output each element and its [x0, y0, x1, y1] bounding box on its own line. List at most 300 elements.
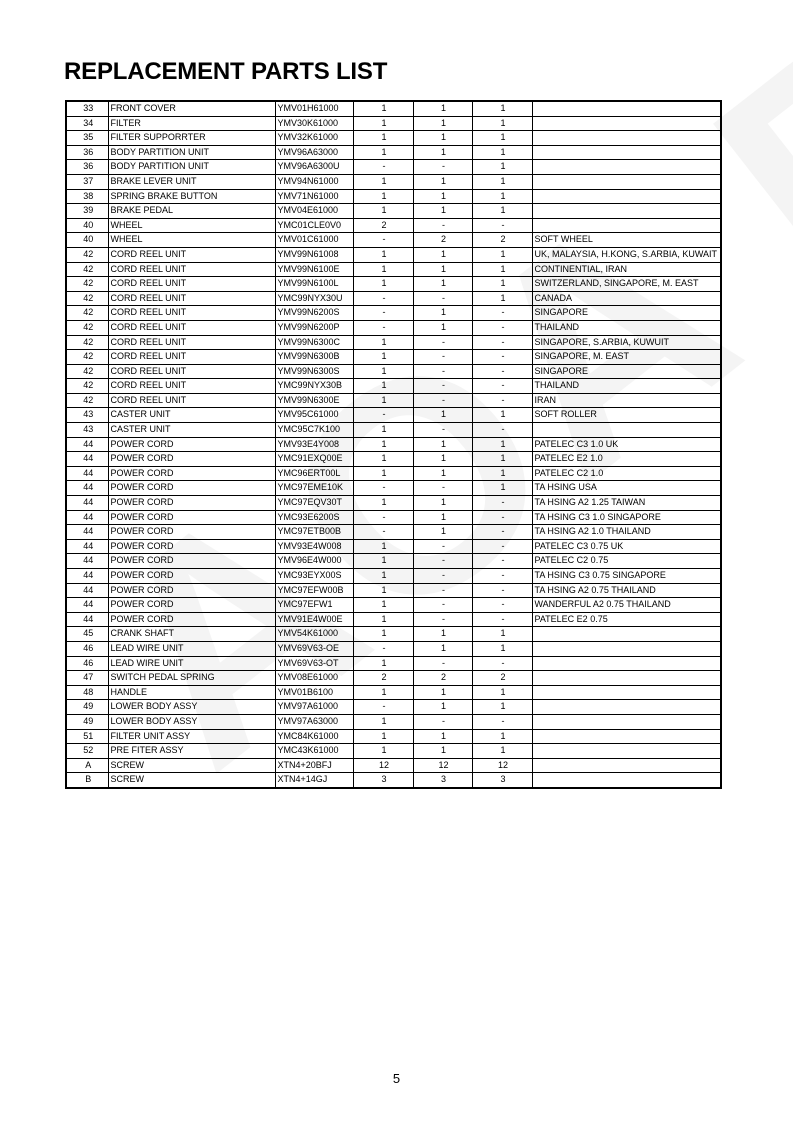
part-no-cell: XTN4+20BFJ — [275, 758, 353, 773]
part-no-cell: YMV93E4Y008 — [275, 437, 353, 452]
part-no-cell: YMC97ETB00B — [275, 525, 353, 540]
qty-cell-a: 1 — [353, 656, 413, 671]
description-cell: POWER CORD — [108, 510, 275, 525]
description-cell: CORD REEL UNIT — [108, 262, 275, 277]
ref-no-cell: 42 — [66, 364, 108, 379]
table-row — [66, 583, 721, 598]
table-row — [66, 452, 721, 467]
page-number: 5 — [392, 1071, 401, 1086]
part-no-cell: YMV99N6100E — [275, 262, 353, 277]
table-row — [66, 671, 721, 686]
table-row — [66, 335, 721, 350]
table-row — [66, 277, 721, 292]
ref-no-cell: 42 — [66, 320, 108, 335]
qty-cell-b: - — [413, 364, 472, 379]
qty-cell-c: 1 — [472, 101, 532, 116]
part-no-cell: YMV32K61000 — [275, 131, 353, 146]
qty-cell-c: 1 — [472, 262, 532, 277]
description-cell: POWER CORD — [108, 481, 275, 496]
page-title: REPLACEMENT PARTS LIST — [64, 58, 388, 85]
remarks-cell: THAILAND — [532, 379, 721, 394]
ref-no-cell: 43 — [66, 423, 108, 438]
description-cell: POWER CORD — [108, 554, 275, 569]
qty-cell-c: - — [472, 306, 532, 321]
part-no-cell: YMV01C61000 — [275, 233, 353, 248]
table-row — [66, 364, 721, 379]
qty-cell-c: - — [472, 539, 532, 554]
part-no-cell: YMV99N6100L — [275, 277, 353, 292]
qty-cell-c: 1 — [472, 744, 532, 759]
description-cell: FILTER UNIT ASSY — [108, 729, 275, 744]
remarks-cell: PATELEC C2 1.0 — [532, 466, 721, 481]
qty-cell-a: 1 — [353, 204, 413, 219]
remarks-cell — [532, 685, 721, 700]
ref-no-cell: 51 — [66, 729, 108, 744]
qty-cell-b: 1 — [413, 277, 472, 292]
remarks-cell — [532, 773, 721, 788]
table-row — [66, 116, 721, 131]
remarks-cell: PATELEC E2 1.0 — [532, 452, 721, 467]
table-row — [66, 773, 721, 788]
table-row — [66, 481, 721, 496]
ref-no-cell: 44 — [66, 481, 108, 496]
description-cell: POWER CORD — [108, 583, 275, 598]
qty-cell-b: 1 — [413, 174, 472, 189]
ref-no-cell: B — [66, 773, 108, 788]
ref-no-cell: 42 — [66, 393, 108, 408]
qty-cell-b: - — [413, 539, 472, 554]
qty-cell-b: - — [413, 160, 472, 175]
description-cell: LEAD WIRE UNIT — [108, 656, 275, 671]
part-no-cell: YMV01B6100 — [275, 685, 353, 700]
remarks-cell — [532, 671, 721, 686]
description-cell: CORD REEL UNIT — [108, 306, 275, 321]
description-cell: CORD REEL UNIT — [108, 350, 275, 365]
remarks-cell — [532, 423, 721, 438]
qty-cell-c: - — [472, 335, 532, 350]
ref-no-cell: 42 — [66, 306, 108, 321]
description-cell: POWER CORD — [108, 466, 275, 481]
ref-no-cell: 36 — [66, 160, 108, 175]
ref-no-cell: 42 — [66, 247, 108, 262]
ref-no-cell: 48 — [66, 685, 108, 700]
qty-cell-a: 1 — [353, 423, 413, 438]
ref-no-cell: 44 — [66, 496, 108, 511]
qty-cell-b: 1 — [413, 510, 472, 525]
qty-cell-b: 1 — [413, 262, 472, 277]
ref-no-cell: 44 — [66, 510, 108, 525]
description-cell: LOWER BODY ASSY — [108, 700, 275, 715]
qty-cell-b: - — [413, 481, 472, 496]
table-row — [66, 729, 721, 744]
description-cell: SPRING BRAKE BUTTON — [108, 189, 275, 204]
qty-cell-a: 1 — [353, 350, 413, 365]
table-row — [66, 598, 721, 613]
ref-no-cell: 44 — [66, 569, 108, 584]
qty-cell-a: 1 — [353, 437, 413, 452]
qty-cell-c: - — [472, 598, 532, 613]
qty-cell-b: 1 — [413, 101, 472, 116]
table-row — [66, 145, 721, 160]
ref-no-cell: 42 — [66, 350, 108, 365]
qty-cell-c: 1 — [472, 145, 532, 160]
part-no-cell: YMV01H61000 — [275, 101, 353, 116]
part-no-cell: YMC97EME10K — [275, 481, 353, 496]
table-row — [66, 393, 721, 408]
qty-cell-b: 1 — [413, 627, 472, 642]
description-cell: LOWER BODY ASSY — [108, 714, 275, 729]
qty-cell-c: 1 — [472, 408, 532, 423]
description-cell: SWITCH PEDAL SPRING — [108, 671, 275, 686]
qty-cell-b: - — [413, 379, 472, 394]
part-no-cell: YMC91EXQ00E — [275, 452, 353, 467]
qty-cell-b: 1 — [413, 466, 472, 481]
description-cell: CORD REEL UNIT — [108, 247, 275, 262]
part-no-cell: YMV96E4W000 — [275, 554, 353, 569]
ref-no-cell: 44 — [66, 539, 108, 554]
part-no-cell: YMV91E4W00E — [275, 612, 353, 627]
table-row — [66, 218, 721, 233]
part-no-cell: YMC93EYX00S — [275, 569, 353, 584]
description-cell: CORD REEL UNIT — [108, 335, 275, 350]
qty-cell-b: 1 — [413, 729, 472, 744]
qty-cell-a: 1 — [353, 729, 413, 744]
remarks-cell: TA HSING A2 1.0 THAILAND — [532, 525, 721, 540]
description-cell: SCREW — [108, 758, 275, 773]
table-row — [66, 466, 721, 481]
part-no-cell: YMV99N6200S — [275, 306, 353, 321]
part-no-cell: YMC84K61000 — [275, 729, 353, 744]
qty-cell-c: - — [472, 423, 532, 438]
part-no-cell: YMV99N6300S — [275, 364, 353, 379]
part-no-cell: YMV04E61000 — [275, 204, 353, 219]
remarks-cell — [532, 160, 721, 175]
qty-cell-b: 2 — [413, 233, 472, 248]
ref-no-cell: 42 — [66, 262, 108, 277]
qty-cell-c: - — [472, 510, 532, 525]
ref-no-cell: 38 — [66, 189, 108, 204]
ref-no-cell: 46 — [66, 656, 108, 671]
qty-cell-b: - — [413, 350, 472, 365]
qty-cell-c: 1 — [472, 641, 532, 656]
table-row — [66, 189, 721, 204]
remarks-cell: PATELEC E2 0.75 — [532, 612, 721, 627]
table-row — [66, 247, 721, 262]
description-cell: FRONT COVER — [108, 101, 275, 116]
qty-cell-c: 1 — [472, 481, 532, 496]
remarks-cell: IRAN — [532, 393, 721, 408]
qty-cell-a: 1 — [353, 189, 413, 204]
qty-cell-a: 1 — [353, 145, 413, 160]
qty-cell-a: - — [353, 306, 413, 321]
qty-cell-b: - — [413, 583, 472, 598]
qty-cell-b: 1 — [413, 525, 472, 540]
qty-cell-c: 12 — [472, 758, 532, 773]
table-row — [66, 685, 721, 700]
part-no-cell: YMV99N61008 — [275, 247, 353, 262]
part-no-cell: YMV54K61000 — [275, 627, 353, 642]
ref-no-cell: 44 — [66, 437, 108, 452]
ref-no-cell: 47 — [66, 671, 108, 686]
ref-no-cell: 42 — [66, 291, 108, 306]
qty-cell-c: - — [472, 714, 532, 729]
ref-no-cell: 36 — [66, 145, 108, 160]
part-no-cell: YMV97A63000 — [275, 714, 353, 729]
qty-cell-c: 1 — [472, 685, 532, 700]
qty-cell-c: 1 — [472, 466, 532, 481]
remarks-cell — [532, 758, 721, 773]
qty-cell-a: 1 — [353, 335, 413, 350]
qty-cell-b: 2 — [413, 671, 472, 686]
qty-cell-b: - — [413, 291, 472, 306]
part-no-cell: YMV99N6300C — [275, 335, 353, 350]
qty-cell-a: 2 — [353, 671, 413, 686]
remarks-cell — [532, 744, 721, 759]
remarks-cell: UK, MALAYSIA, H.KONG, S.ARBIA, KUWAIT — [532, 247, 721, 262]
remarks-cell: SINGAPORE, S.ARBIA, KUWUIT — [532, 335, 721, 350]
qty-cell-a: - — [353, 641, 413, 656]
description-cell: POWER CORD — [108, 598, 275, 613]
ref-no-cell: 42 — [66, 277, 108, 292]
remarks-cell: TA HSING C3 0.75 SINGAPORE — [532, 569, 721, 584]
part-no-cell: YMC95C7K100 — [275, 423, 353, 438]
remarks-cell: SWITZERLAND, SINGAPORE, M. EAST — [532, 277, 721, 292]
qty-cell-a: - — [353, 233, 413, 248]
description-cell: BRAKE LEVER UNIT — [108, 174, 275, 189]
part-no-cell: YMC97EFW00B — [275, 583, 353, 598]
ref-no-cell: A — [66, 758, 108, 773]
description-cell: CORD REEL UNIT — [108, 379, 275, 394]
table-row — [66, 554, 721, 569]
qty-cell-a: - — [353, 525, 413, 540]
description-cell: CORD REEL UNIT — [108, 277, 275, 292]
remarks-cell: CANADA — [532, 291, 721, 306]
ref-no-cell: 35 — [66, 131, 108, 146]
part-no-cell: YMV95C61000 — [275, 408, 353, 423]
qty-cell-c: 2 — [472, 233, 532, 248]
qty-cell-a: 2 — [353, 218, 413, 233]
table-row — [66, 627, 721, 642]
description-cell: POWER CORD — [108, 496, 275, 511]
qty-cell-a: 1 — [353, 364, 413, 379]
table-row — [66, 641, 721, 656]
qty-cell-c: - — [472, 350, 532, 365]
qty-cell-b: 1 — [413, 685, 472, 700]
part-no-cell: XTN4+14GJ — [275, 773, 353, 788]
qty-cell-a: 1 — [353, 598, 413, 613]
table-row — [66, 758, 721, 773]
qty-cell-b: 1 — [413, 408, 472, 423]
description-cell: CORD REEL UNIT — [108, 320, 275, 335]
qty-cell-b: 1 — [413, 204, 472, 219]
table-row — [66, 510, 721, 525]
table-row — [66, 700, 721, 715]
description-cell: CORD REEL UNIT — [108, 393, 275, 408]
qty-cell-c: - — [472, 393, 532, 408]
ref-no-cell: 40 — [66, 233, 108, 248]
description-cell: CRANK SHAFT — [108, 627, 275, 642]
description-cell: FILTER SUPPORRTER — [108, 131, 275, 146]
qty-cell-c: 2 — [472, 671, 532, 686]
qty-cell-c: 1 — [472, 700, 532, 715]
part-no-cell: YMV99N6300E — [275, 393, 353, 408]
part-no-cell: YMV99N6200P — [275, 320, 353, 335]
ref-no-cell: 44 — [66, 466, 108, 481]
qty-cell-b: 1 — [413, 189, 472, 204]
qty-cell-b: - — [413, 554, 472, 569]
ref-no-cell: 44 — [66, 452, 108, 467]
qty-cell-c: - — [472, 496, 532, 511]
remarks-cell: CONTINENTIAL, IRAN — [532, 262, 721, 277]
description-cell: POWER CORD — [108, 452, 275, 467]
remarks-cell — [532, 145, 721, 160]
qty-cell-c: 1 — [472, 627, 532, 642]
qty-cell-b: 1 — [413, 700, 472, 715]
remarks-cell: WANDERFUL A2 0.75 THAILAND — [532, 598, 721, 613]
ref-no-cell: 44 — [66, 525, 108, 540]
ref-no-cell: 44 — [66, 554, 108, 569]
qty-cell-a: 1 — [353, 452, 413, 467]
qty-cell-c: 1 — [472, 131, 532, 146]
qty-cell-a: 1 — [353, 627, 413, 642]
qty-cell-b: - — [413, 335, 472, 350]
part-no-cell: YMC97EQV30T — [275, 496, 353, 511]
qty-cell-a: - — [353, 408, 413, 423]
table-row — [66, 320, 721, 335]
description-cell: HANDLE — [108, 685, 275, 700]
remarks-cell — [532, 729, 721, 744]
ref-no-cell: 52 — [66, 744, 108, 759]
qty-cell-a: - — [353, 160, 413, 175]
ref-no-cell: 44 — [66, 583, 108, 598]
table-row — [66, 262, 721, 277]
qty-cell-a: 1 — [353, 379, 413, 394]
qty-cell-b: - — [413, 714, 472, 729]
part-no-cell: YMV96A63000 — [275, 145, 353, 160]
ref-no-cell: 46 — [66, 641, 108, 656]
table-row — [66, 423, 721, 438]
table-row — [66, 714, 721, 729]
remarks-cell — [532, 116, 721, 131]
remarks-cell: PATELEC C3 0.75 UK — [532, 539, 721, 554]
remarks-cell — [532, 627, 721, 642]
qty-cell-a: 1 — [353, 466, 413, 481]
description-cell: CORD REEL UNIT — [108, 364, 275, 379]
qty-cell-c: 1 — [472, 174, 532, 189]
qty-cell-c: - — [472, 379, 532, 394]
qty-cell-a: 1 — [353, 539, 413, 554]
description-cell: POWER CORD — [108, 437, 275, 452]
qty-cell-c: 1 — [472, 189, 532, 204]
description-cell: POWER CORD — [108, 612, 275, 627]
part-no-cell: YMV08E61000 — [275, 671, 353, 686]
qty-cell-b: 1 — [413, 641, 472, 656]
part-no-cell: YMV69V63-OT — [275, 656, 353, 671]
qty-cell-a: 3 — [353, 773, 413, 788]
remarks-cell: TA HSING A2 0.75 THAILAND — [532, 583, 721, 598]
description-cell: PRE FITER ASSY — [108, 744, 275, 759]
qty-cell-a: 1 — [353, 262, 413, 277]
description-cell: FILTER — [108, 116, 275, 131]
table-row — [66, 437, 721, 452]
table-row — [66, 350, 721, 365]
description-cell: POWER CORD — [108, 539, 275, 554]
qty-cell-a: 1 — [353, 554, 413, 569]
ref-no-cell: 45 — [66, 627, 108, 642]
remarks-cell: TA HSING C3 1.0 SINGAPORE — [532, 510, 721, 525]
table-row — [66, 233, 721, 248]
qty-cell-a: 1 — [353, 116, 413, 131]
qty-cell-c: - — [472, 583, 532, 598]
qty-cell-c: 1 — [472, 160, 532, 175]
description-cell: BODY PARTITION UNIT — [108, 145, 275, 160]
description-cell: BRAKE PEDAL — [108, 204, 275, 219]
qty-cell-b: 1 — [413, 247, 472, 262]
qty-cell-a: - — [353, 291, 413, 306]
qty-cell-a: 1 — [353, 685, 413, 700]
part-no-cell: YMC96ERT00L — [275, 466, 353, 481]
part-no-cell: YMV71N61000 — [275, 189, 353, 204]
qty-cell-c: - — [472, 364, 532, 379]
part-no-cell: YMC93E6200S — [275, 510, 353, 525]
remarks-cell — [532, 656, 721, 671]
remarks-cell: PATELEC C2 0.75 — [532, 554, 721, 569]
qty-cell-c: 1 — [472, 452, 532, 467]
qty-cell-c: - — [472, 320, 532, 335]
description-cell: POWER CORD — [108, 569, 275, 584]
remarks-cell: SINGAPORE, M. EAST — [532, 350, 721, 365]
part-no-cell: YMV96A6300U — [275, 160, 353, 175]
table-row — [66, 496, 721, 511]
qty-cell-b: 1 — [413, 116, 472, 131]
qty-cell-a: - — [353, 700, 413, 715]
remarks-cell: TA HSING USA — [532, 481, 721, 496]
ref-no-cell: 43 — [66, 408, 108, 423]
qty-cell-b: 1 — [413, 437, 472, 452]
description-cell: WHEEL — [108, 218, 275, 233]
qty-cell-a: 1 — [353, 393, 413, 408]
qty-cell-c: - — [472, 612, 532, 627]
qty-cell-c: 3 — [472, 773, 532, 788]
part-no-cell: YMV99N6300B — [275, 350, 353, 365]
qty-cell-a: 1 — [353, 174, 413, 189]
qty-cell-b: - — [413, 612, 472, 627]
qty-cell-b: 1 — [413, 320, 472, 335]
ref-no-cell: 44 — [66, 612, 108, 627]
ref-no-cell: 42 — [66, 335, 108, 350]
table-row — [66, 291, 721, 306]
qty-cell-b: - — [413, 218, 472, 233]
part-no-cell: YMV94N61000 — [275, 174, 353, 189]
qty-cell-c: 1 — [472, 729, 532, 744]
remarks-cell — [532, 204, 721, 219]
table-row — [66, 525, 721, 540]
qty-cell-a: - — [353, 481, 413, 496]
remarks-cell: SOFT ROLLER — [532, 408, 721, 423]
qty-cell-b: - — [413, 656, 472, 671]
description-cell: CASTER UNIT — [108, 423, 275, 438]
remarks-cell — [532, 131, 721, 146]
qty-cell-b: 1 — [413, 131, 472, 146]
qty-cell-b: - — [413, 598, 472, 613]
ref-no-cell: 42 — [66, 379, 108, 394]
part-no-cell: YMC99NYX30U — [275, 291, 353, 306]
table-row — [66, 656, 721, 671]
qty-cell-c: - — [472, 218, 532, 233]
qty-cell-a: 1 — [353, 583, 413, 598]
ref-no-cell: 33 — [66, 101, 108, 116]
ref-no-cell: 40 — [66, 218, 108, 233]
